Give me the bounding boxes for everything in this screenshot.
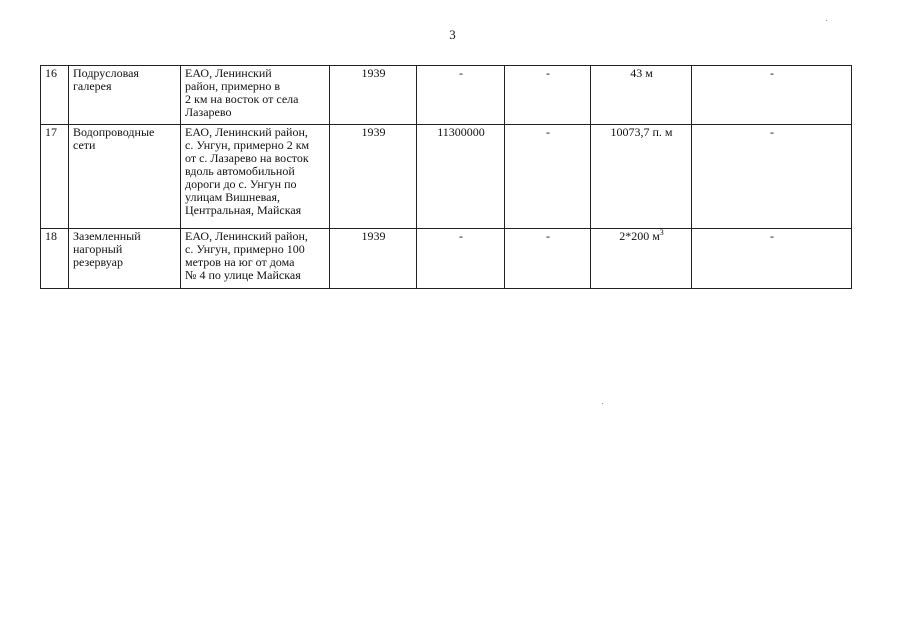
row-number: 16 (41, 66, 69, 125)
object-name-line: сети (73, 138, 96, 152)
scan-speck (826, 20, 827, 21)
address-line: 2 км на восток от села (185, 92, 299, 106)
address-line: с. Унгун, примерно 2 км (185, 138, 310, 152)
extra-cell: - (692, 66, 852, 125)
address-line: с. Унгун, примерно 100 (185, 242, 305, 256)
scan-speck (602, 403, 603, 404)
address-line: вдоль автомобильной (185, 164, 295, 178)
extra-cell: - (692, 229, 852, 289)
year-cell: 1939 (330, 229, 417, 289)
size-value: 2*200 м (619, 229, 660, 243)
table-row (41, 66, 852, 125)
table-row (41, 125, 852, 229)
address-line: метров на юг от дома (185, 255, 295, 269)
object-name-cell (69, 229, 181, 289)
address-line: ЕАО, Ленинский район, (185, 229, 308, 243)
cost-cell: 11300000 (417, 125, 505, 229)
wear-cell: - (505, 125, 591, 229)
size-cell (591, 229, 692, 289)
address-cell (181, 125, 330, 229)
page-number: 3 (449, 27, 456, 42)
property-table (40, 65, 852, 289)
object-name-line: резервуар (73, 255, 123, 269)
address-line: Центральная, Майская (185, 203, 302, 217)
row-number: 17 (41, 125, 69, 229)
size-superscript: 3 (659, 228, 664, 237)
extra-cell: - (692, 125, 852, 229)
address-line: Лазарево (185, 105, 232, 119)
year-cell: 1939 (330, 125, 417, 229)
size-value: 43 м (630, 66, 653, 80)
size-cell (591, 125, 692, 229)
object-name-line: Подрусловая (73, 66, 139, 80)
address-cell (181, 229, 330, 289)
object-name-line: нагорный (73, 242, 123, 256)
row-number: 18 (41, 229, 69, 289)
table-row (41, 229, 852, 289)
object-name-cell (69, 66, 181, 125)
object-name-cell (69, 125, 181, 229)
address-line: ЕАО, Ленинский (185, 66, 272, 80)
address-line: дороги до с. Унгун по (185, 177, 297, 191)
cost-cell: - (417, 66, 505, 125)
wear-cell: - (505, 229, 591, 289)
cost-cell: - (417, 229, 505, 289)
address-line: район, примерно в (185, 79, 281, 93)
address-cell (181, 66, 330, 125)
wear-cell: - (505, 66, 591, 125)
address-line: № 4 по улице Майская (185, 268, 301, 282)
address-line: ЕАО, Ленинский район, (185, 125, 308, 139)
object-name-line: Водопроводные (73, 125, 155, 139)
object-name-line: галерея (73, 79, 112, 93)
address-line: от с. Лазарево на восток (185, 151, 309, 165)
object-name-line: Заземленный (73, 229, 141, 243)
address-line: улицам Вишневая, (185, 190, 280, 204)
year-cell: 1939 (330, 66, 417, 125)
size-value: 10073,7 п. м (610, 125, 673, 139)
size-cell (591, 66, 692, 125)
